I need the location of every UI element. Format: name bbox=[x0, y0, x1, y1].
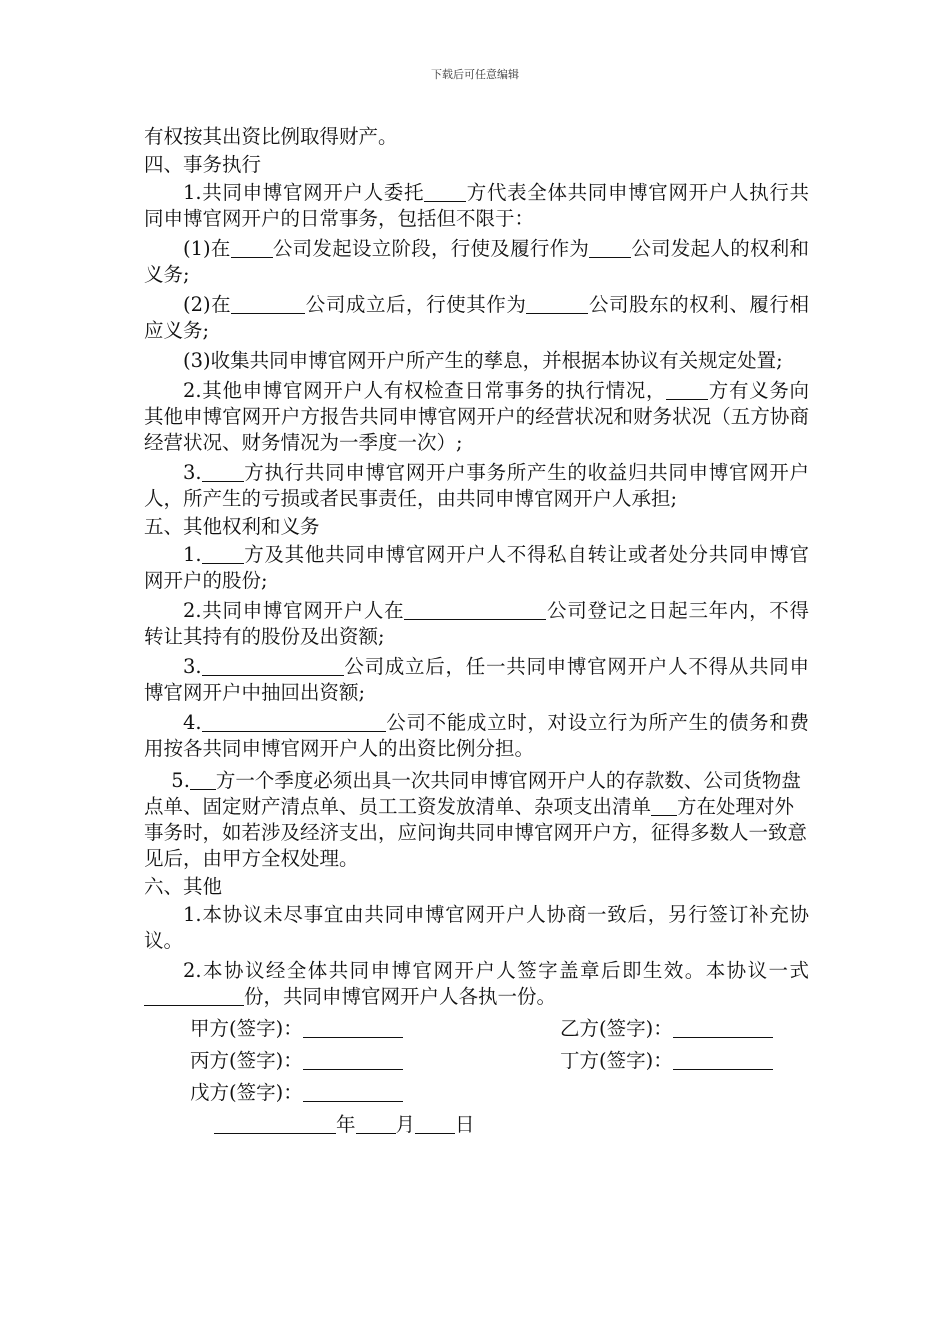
signature-jia bbox=[190, 1016, 403, 1042]
text-segment: 方及其他共同申博官网开户人不得私自转让或者处分共同申博官网开户的股份; bbox=[144, 543, 809, 592]
signature-blank[interactable] bbox=[673, 1049, 773, 1070]
text-segment: 公司发起设立阶段，行使及履行作为 bbox=[272, 237, 590, 260]
signature-row-2 bbox=[144, 1048, 809, 1080]
text-segment: 公司股东的权利、履行相应义务; bbox=[144, 293, 809, 342]
blank-field[interactable] bbox=[202, 711, 386, 732]
blank-field[interactable] bbox=[589, 237, 631, 258]
section-4-item-3 bbox=[144, 460, 809, 512]
text-segment: 公司发起人的权利和义务; bbox=[144, 237, 809, 286]
text-segment: 公司成立后，任一共同申博官网开户人不得从共同申博官网开户中抽回出资额; bbox=[144, 655, 809, 704]
section-4-item-2 bbox=[144, 378, 809, 456]
signature-blank[interactable] bbox=[673, 1017, 773, 1038]
section-4-item-1-1 bbox=[144, 236, 809, 288]
text-segment: 方一个季度必须出具一次共同申博官网开户人的存款数、公司货物盘点单、固定财产清点单、员工工资发放清单、杂项支出清单 bbox=[144, 769, 801, 818]
text-segment: 方执行共同申博官网开户事务所产生的收益归共同申博官网开户人，所产生的亏损或者民事责任，由共同申博官网开户人承担; bbox=[144, 461, 809, 510]
text-segment: 2.其他申博官网开户人有权检查日常事务的执行情况， bbox=[183, 379, 667, 402]
date-row bbox=[144, 1112, 809, 1144]
day-label: 日 bbox=[455, 1113, 475, 1136]
text-segment: 方在处理对外事务时，如若涉及经济支出，应问询共同申博官网开户方，征得多数人一致意见后，由甲方全权处理。 bbox=[144, 795, 808, 870]
day-blank[interactable] bbox=[415, 1113, 455, 1134]
text-segment: (2)在 bbox=[183, 293, 232, 316]
blank-field[interactable] bbox=[526, 293, 588, 314]
signature-row-1 bbox=[144, 1016, 809, 1048]
month-blank[interactable] bbox=[356, 1113, 396, 1134]
text-segment: 公司不能成立时，对设立行为所产生的债务和费用按各共同申博官网开户人的出资比例分担。 bbox=[144, 711, 809, 760]
section-5-item-2 bbox=[144, 598, 809, 650]
text-segment: 2.本协议经全体共同申博官网开户人签字盖章后即生效。本协议一式 bbox=[183, 959, 809, 982]
signature-label: 甲方(签字)： bbox=[190, 1017, 303, 1040]
text-segment: 3. bbox=[183, 461, 202, 484]
section-5-item-5 bbox=[144, 768, 809, 872]
blank-field[interactable] bbox=[231, 237, 273, 258]
text-segment: (1)在 bbox=[183, 237, 231, 260]
section-5-item-3 bbox=[144, 654, 809, 706]
section-6-item-2 bbox=[144, 958, 809, 1010]
signing-date bbox=[214, 1112, 475, 1138]
signature-label: 戊方(签字)： bbox=[190, 1081, 303, 1104]
signature-ding bbox=[560, 1048, 773, 1074]
signature-wu bbox=[190, 1080, 403, 1106]
text-segment: 5. bbox=[171, 769, 190, 792]
blank-field[interactable] bbox=[202, 543, 244, 564]
blank-field[interactable] bbox=[144, 985, 244, 1006]
paragraph-continuation: 有权按其出资比例取得财产。 bbox=[144, 125, 398, 148]
text-segment: 4. bbox=[183, 711, 202, 734]
text-segment: 公司成立后，行使其作为 bbox=[305, 293, 527, 316]
text-segment: 1. bbox=[183, 543, 202, 566]
blank-field[interactable] bbox=[202, 655, 344, 676]
section-5-item-4 bbox=[144, 710, 809, 762]
signature-bing bbox=[190, 1048, 403, 1074]
signature-label: 乙方(签字)： bbox=[560, 1017, 673, 1040]
section-4-item-1-3: (3)收集共同申博官网开户所产生的孳息，并根据本协议有关规定处置; bbox=[183, 349, 783, 372]
text-segment: 方代表全体共同申博官网开户人执行共同申博官网开户的日常事务，包括但不限于： bbox=[144, 181, 809, 230]
section-6-item-1: 1.本协议未尽事宜由共同申博官网开户人协商一致后，另行签订补充协议。 bbox=[144, 903, 809, 952]
signature-yi bbox=[560, 1016, 773, 1042]
blank-field[interactable] bbox=[231, 293, 305, 314]
signature-row-3 bbox=[144, 1080, 809, 1112]
text-segment: 1.共同申博官网开户人委托 bbox=[183, 181, 425, 204]
blank-field[interactable] bbox=[666, 379, 708, 400]
month-label: 月 bbox=[395, 1113, 416, 1136]
section-4-item-1-2 bbox=[144, 292, 809, 344]
section-6-title: 六、其他 bbox=[144, 875, 223, 898]
blank-field[interactable] bbox=[202, 461, 244, 482]
text-segment: 公司登记之日起三年内，不得转让其持有的股份及出资额; bbox=[144, 599, 809, 648]
text-segment: 2.共同申博官网开户人在 bbox=[183, 599, 405, 622]
blank-field[interactable] bbox=[424, 181, 466, 202]
blank-field[interactable] bbox=[190, 769, 216, 790]
blank-field[interactable] bbox=[404, 599, 546, 620]
year-label: 年 bbox=[336, 1113, 356, 1136]
text-segment: 方有义务向其他申博官网开户方报告共同申博官网开户的经营状况和财务状况（五方协商经营状况、财务情况为一季度一次）; bbox=[144, 379, 809, 454]
signature-label: 丁方(签字)： bbox=[560, 1049, 673, 1072]
section-5-item-1 bbox=[144, 542, 809, 594]
blank-field[interactable] bbox=[651, 795, 677, 816]
text-segment: 份，共同申博官网开户人各执一份。 bbox=[244, 985, 557, 1008]
signature-blank[interactable] bbox=[303, 1017, 403, 1038]
signature-blank[interactable] bbox=[303, 1081, 403, 1102]
section-4-item-1 bbox=[144, 180, 809, 232]
text-segment: 3. bbox=[183, 655, 202, 678]
section-4-title: 四、事务执行 bbox=[144, 153, 262, 176]
year-blank[interactable] bbox=[214, 1113, 336, 1134]
page-header-note: 下载后可任意编辑 bbox=[431, 68, 519, 81]
signature-blank[interactable] bbox=[303, 1049, 403, 1070]
section-5-title: 五、其他权利和义务 bbox=[144, 515, 320, 538]
signature-label: 丙方(签字)： bbox=[190, 1049, 303, 1072]
document-body bbox=[144, 124, 809, 1144]
